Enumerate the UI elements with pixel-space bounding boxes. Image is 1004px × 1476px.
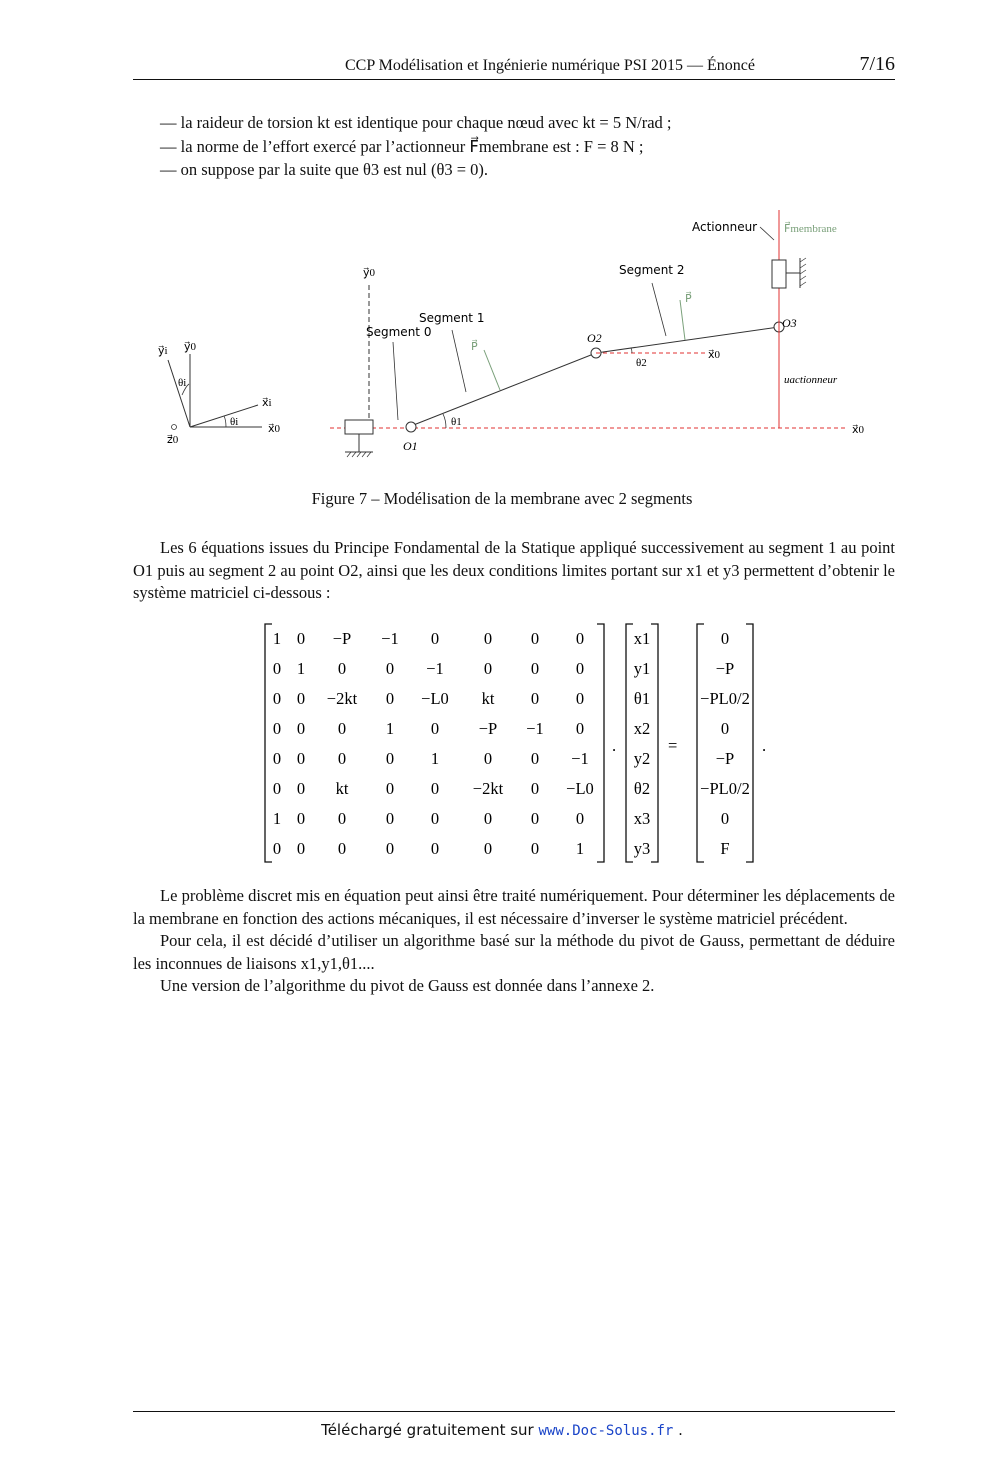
unknown-cell: x2 xyxy=(633,719,651,738)
matrix-cell: 0 xyxy=(272,839,282,858)
label-theta-i: θi xyxy=(230,416,239,428)
page-number: 7/16 xyxy=(859,53,895,75)
matrix-cell: 0 xyxy=(385,839,395,858)
matrix-cell: 0 xyxy=(483,809,493,828)
reference-frame xyxy=(158,341,281,446)
paragraph-problem: Le problème discret mis en équation peut ainsi être traité numériquement. Pour déterminer les déplacements de la membrane en fonction des actions mécaniques, il est nécessaire d’inverser le système matriciel précédent. xyxy=(133,886,895,928)
matrix-cell: 0 xyxy=(296,809,306,828)
bullet-stiffness: — la raideur de torsion kt est identique pour chaque nœud avec kt = 5 N/rad ; xyxy=(160,113,672,132)
label-actionneur: Actionneur xyxy=(692,220,758,234)
label-theta-i-top: θi xyxy=(178,377,187,389)
label-x0: x⃗0 xyxy=(852,424,865,436)
paragraph-block xyxy=(133,885,895,998)
matrix-cell: −1 xyxy=(571,749,589,768)
matrix-cell: 0 xyxy=(296,779,306,798)
rhs-cell: −P xyxy=(715,749,735,768)
unknown-cell: y1 xyxy=(633,659,651,678)
matrix-cell: −L0 xyxy=(566,779,594,798)
matrix-cell: 0 xyxy=(430,779,440,798)
matrix-cell: 0 xyxy=(530,659,540,678)
matrix-cell: 1 xyxy=(272,629,282,648)
label-theta2: θ2 xyxy=(636,357,647,369)
rhs-cell: −PL0/2 xyxy=(700,689,750,708)
rhs-cell: F xyxy=(720,839,730,858)
dot-operator: . xyxy=(612,736,617,755)
matrix-cell: 0 xyxy=(385,809,395,828)
footer xyxy=(0,1421,1004,1439)
matrix-cell: 0 xyxy=(385,659,395,678)
matrix-cell: kt xyxy=(481,689,495,708)
matrix-cell: −1 xyxy=(526,719,544,738)
paragraph-intro xyxy=(133,537,895,605)
matrix-equation xyxy=(0,620,1004,870)
label-x0-o2: x⃗0 xyxy=(708,349,721,361)
matrix-cell: 0 xyxy=(575,689,585,708)
matrix-cell: 0 xyxy=(296,689,306,708)
matrix-cell: −2kt xyxy=(326,689,358,708)
matrix-cell: 0 xyxy=(430,809,440,828)
equals-sign: = xyxy=(668,736,678,755)
matrix-cell: 0 xyxy=(296,749,306,768)
matrix-cell: kt xyxy=(335,779,349,798)
label-u-actionneur: uactionneur xyxy=(784,374,838,386)
paragraph-gauss: Pour cela, il est décidé d’utiliser un algorithme basé sur la méthode du pivot de Gauss, permettant de déduire les inconnues de liaisons x1,y1,θ1.... xyxy=(133,931,895,973)
rhs-cell: 0 xyxy=(720,629,730,648)
matrix-cell: 0 xyxy=(272,719,282,738)
matrix-cell: 0 xyxy=(272,749,282,768)
label-o3: O3 xyxy=(782,316,797,330)
header-title: CCP Modélisation et Ingénierie numérique PSI 2015 — Énoncé xyxy=(344,57,755,74)
matrix-cell: 0 xyxy=(575,719,585,738)
matrix-cell: 0 xyxy=(337,749,347,768)
matrix-cell: 0 xyxy=(483,839,493,858)
matrix-cell: 0 xyxy=(272,659,282,678)
label-p1: P⃗ xyxy=(471,341,478,353)
unknown-cell: x3 xyxy=(633,809,651,828)
label-z0: z⃗0 xyxy=(167,434,179,446)
matrix-cell: 1 xyxy=(430,749,440,768)
label-segment1: Segment 1 xyxy=(419,311,485,325)
matrix-cell: 0 xyxy=(530,689,540,708)
footer-rule xyxy=(133,1411,895,1412)
matrix-cell: 0 xyxy=(483,659,493,678)
matrix-cell: 1 xyxy=(575,839,585,858)
matrix-cell: 0 xyxy=(296,839,306,858)
label-yi: y⃗i xyxy=(158,345,168,357)
matrix-cell: −1 xyxy=(426,659,444,678)
matrix-cell: 0 xyxy=(575,809,585,828)
matrix-cell: 0 xyxy=(272,689,282,708)
matrix-cell: 0 xyxy=(385,779,395,798)
paragraph-annexe: Une version de l’algorithme du pivot de Gauss est donnée dans l’annexe 2. xyxy=(160,976,655,995)
label-y0: y⃗0 xyxy=(363,267,376,279)
footer-prefix: Téléchargé gratuitement sur xyxy=(321,1421,534,1439)
matrix-cells xyxy=(273,629,594,858)
figure-caption: Figure 7 – Modélisation de la membrane avec 2 segments xyxy=(311,489,693,508)
membrane-figure xyxy=(0,0,1004,480)
label-f-membrane: F⃗membrane xyxy=(784,223,837,235)
matrix-cell: 0 xyxy=(337,659,347,678)
rhs-cell: 0 xyxy=(720,809,730,828)
matrix-cell: 0 xyxy=(575,629,585,648)
matrix-cell: 0 xyxy=(337,719,347,738)
matrix-cell: 1 xyxy=(385,719,395,738)
matrix-cell: −P xyxy=(478,719,498,738)
unknown-cell: y2 xyxy=(633,749,651,768)
matrix-cell: 0 xyxy=(296,719,306,738)
matrix-cell: 0 xyxy=(272,779,282,798)
matrix-cell: 0 xyxy=(530,839,540,858)
rhs-vector xyxy=(700,629,750,858)
paragraph-intro-text: Les 6 équations issues du Principe Fondamental de la Statique appliqué successivement au segment 1 au point O1 puis au segment 2 au point O2, ainsi que les deux conditions limites portant sur x1 et y3 permettent d’obtenir le système matriciel ci-dessous : xyxy=(133,538,895,602)
label-x0-small: x⃗0 xyxy=(268,423,281,435)
matrix-cell: 0 xyxy=(575,659,585,678)
unknown-cell: x1 xyxy=(633,629,651,648)
matrix-cell: 0 xyxy=(530,749,540,768)
label-p2: P⃗ xyxy=(685,293,692,305)
footer-link[interactable]: www.Doc-Solus.fr xyxy=(538,1423,674,1439)
matrix-cell: 0 xyxy=(483,749,493,768)
matrix-cell: 0 xyxy=(337,839,347,858)
label-segment2: Segment 2 xyxy=(619,263,685,277)
rhs-cell: −PL0/2 xyxy=(700,779,750,798)
matrix-cell: 0 xyxy=(296,629,306,648)
label-o2: O2 xyxy=(587,331,602,345)
matrix-cell: 0 xyxy=(337,809,347,828)
label-xi: x⃗i xyxy=(262,397,272,409)
label-theta1: θ1 xyxy=(451,416,462,428)
matrix-cell: 0 xyxy=(430,719,440,738)
footer-suffix: . xyxy=(678,1421,683,1439)
matrix-cell: 0 xyxy=(530,809,540,828)
matrix-cell: −L0 xyxy=(421,689,449,708)
matrix-cell: 0 xyxy=(530,779,540,798)
label-o1: O1 xyxy=(403,439,418,453)
rhs-cell: 0 xyxy=(720,719,730,738)
bullet-theta3: — on suppose par la suite que θ3 est nul (θ3 = 0). xyxy=(160,160,489,179)
matrix-cell: 0 xyxy=(430,839,440,858)
matrix-cell: −1 xyxy=(381,629,399,648)
matrix-cell: −P xyxy=(332,629,352,648)
matrix-cell: 1 xyxy=(272,809,282,828)
unknowns-vector xyxy=(634,629,651,858)
matrix-cell: −2kt xyxy=(472,779,504,798)
unknown-cell: θ1 xyxy=(633,689,651,708)
unknown-cell: y3 xyxy=(633,839,651,858)
label-y0-small: y⃗0 xyxy=(184,341,197,353)
matrix-cell: 0 xyxy=(430,629,440,648)
matrix-cell: 0 xyxy=(483,629,493,648)
matrix-cell: 0 xyxy=(385,749,395,768)
matrix-cell: 0 xyxy=(530,629,540,648)
matrix-cell: 1 xyxy=(296,659,306,678)
bullet-force: — la norme de l’effort exercé par l’actionneur F⃗membrane est : F = 8 N ; xyxy=(160,137,644,156)
label-segment0: Segment 0 xyxy=(366,325,432,339)
matrix-cell: 0 xyxy=(385,689,395,708)
rhs-cell: −P xyxy=(715,659,735,678)
end-period: . xyxy=(762,736,767,755)
unknown-cell: θ2 xyxy=(633,779,651,798)
